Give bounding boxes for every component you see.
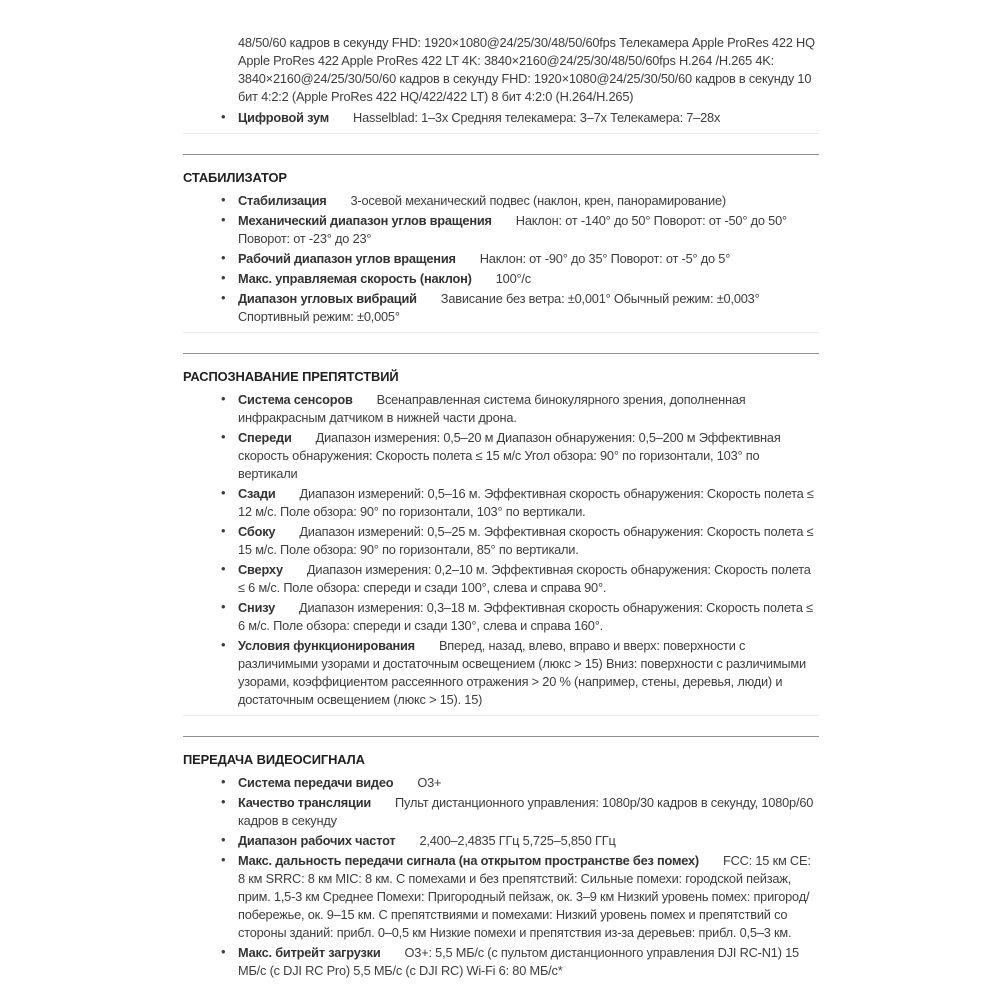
section-bottom-rule xyxy=(183,332,819,333)
section-title: РАСПОЗНАВАНИЕ ПРЕПЯТСТВИЙ xyxy=(183,369,399,384)
spec-item xyxy=(238,599,819,635)
spec-item xyxy=(238,270,819,288)
section-bottom-rule xyxy=(183,715,819,716)
spec-term: Сверху xyxy=(238,562,283,577)
spec-term: Рабочий диапазон углов вращения xyxy=(238,251,456,266)
spec-value: 100°/с xyxy=(495,271,531,286)
spec-value: Наклон: от -140° до 50° Поворот: от -50° до 50° Поворот: от -23° до 23° xyxy=(238,213,787,246)
spec-term: Снизу xyxy=(238,600,275,615)
spec-value: Диапазон измерений: 0,5–16 м. Эффективная скорость обнаружения: Скорость полета ≤ 12 м/с. Поле обзора: 90° по горизонтали, 103° по вертикали. xyxy=(238,486,814,519)
spec-value: FCC: 15 км CE: 8 км SRRC: 8 км MIC: 8 км. С помехами и без препятствий: Сильные помехи: городской пейзаж, прим. 1,5-3 км Среднее Помехи: Пригородный пейзаж, ок. 3–9 км Низкий уровень помех: пригород/побережье, ок. 9–15 км. С препятствиями и помехами: Низкий уровень помех и препятствий со стороны зданий: прибл. 0–0,5 км Низкие помехи и препятствия из-за деревьев: прибл. 0,5–3 км. xyxy=(238,853,811,940)
spec-value: Диапазон измерения: 0,3–18 м. Эффективная скорость обнаружения: Скорость полета ≤ 6 м/с. Поле обзора: спереди и сзади 130°, слева и справа 160°. xyxy=(238,600,813,633)
spec-term: Макс. дальность передачи сигнала (на открытом пространстве без помех) xyxy=(238,853,699,868)
spec-item xyxy=(238,774,819,792)
spec-term: Система сенсоров xyxy=(238,392,353,407)
spec-item xyxy=(238,109,819,127)
spec-list xyxy=(183,391,819,709)
spec-term: Макс. битрейт загрузки xyxy=(238,945,381,960)
spec-item xyxy=(238,637,819,709)
spec-value: Зависание без ветра: ±0,001° Обычный режим: ±0,003° Спортивный режим: ±0,005° xyxy=(238,291,760,324)
spec-term: Качество трансляции xyxy=(238,795,372,810)
spec-item xyxy=(238,523,819,559)
spec-item xyxy=(238,429,819,483)
spec-value: Диапазон измерения: 0,5–20 м Диапазон обнаружения: 0,5–200 м Эффективная скорость обнаружения: Скорость полета ≤ 15 м/с Угол обзора: 90° по горизонтали, 103° по вертикали xyxy=(238,430,781,481)
spec-term: Система передачи видео xyxy=(238,775,394,790)
spec-value: O3+ xyxy=(417,775,442,790)
spec-item xyxy=(238,832,819,850)
spec-item xyxy=(238,212,819,248)
spec-term: Цифровой зум xyxy=(238,110,330,125)
spec-item xyxy=(238,290,819,326)
spec-value: 2,400–2,4835 ГГц 5,725–5,850 ГГц xyxy=(419,833,616,848)
spec-value: Hasselblad: 1–3x Средняя телекамера: 3–7x Телекамера: 7–28x xyxy=(353,110,721,125)
spec-value: Наклон: от -90° до 35° Поворот: от -5° до 5° xyxy=(479,251,731,266)
intro-continuation-text: 48/50/60 кадров в секунду FHD: 1920×1080@24/25/30/48/50/60fps Телекамера Apple ProRes 422 HQ Apple ProRes 422 Apple ProRes 422 LT 4K: 3840×2160@24/25/30/48/50/60fps H.264 /H.265 4K: 3840×2160@24/25/30/50/60 кадров в секунду FHD: 1920×1080@24/25/30/50/60 кадров в секунду 10 бит 4:2:2 (Apple ProRes 422 HQ/422/422 LT) 8 бит 4:2:0 (H.264/H.265) xyxy=(238,35,815,104)
spec-term: Стабилизация xyxy=(238,193,327,208)
spec-term: Макс. управляемая скорость (наклон) xyxy=(238,271,472,286)
intro-bottom-rule xyxy=(183,133,819,134)
intro-block xyxy=(183,34,819,134)
spec-item xyxy=(238,852,819,942)
section-divider-rule xyxy=(183,353,819,354)
spec-list xyxy=(183,774,819,980)
spec-document xyxy=(183,34,819,982)
spec-item xyxy=(238,485,819,521)
spec-item xyxy=(238,944,819,980)
spec-term: Сбоку xyxy=(238,524,276,539)
spec-term: Условия функционирования xyxy=(238,638,415,653)
spec-list xyxy=(183,192,819,326)
section-divider-rule xyxy=(183,154,819,155)
section-divider-rule xyxy=(183,736,819,737)
spec-item xyxy=(238,250,819,268)
spec-term: Сзади xyxy=(238,486,276,501)
spec-item xyxy=(238,794,819,830)
sections xyxy=(183,154,819,980)
spec-value: 3-осевой механический подвес (наклон, крен, панорамирование) xyxy=(350,193,726,208)
spec-item xyxy=(238,561,819,597)
spec-term: Диапазон рабочих частот xyxy=(238,833,396,848)
section-title: СТАБИЛИЗАТОР xyxy=(183,170,287,185)
spec-term: Спереди xyxy=(238,430,292,445)
spec-item xyxy=(238,391,819,427)
spec-value: O3+: 5,5 МБ/с (с пультом дистанционного управления DJI RC-N1) 15 МБ/с (с DJI RC Pro) 5,5 МБ/с (с DJI RC) Wi-Fi 6: 80 МБ/с* xyxy=(238,945,799,978)
spec-value: Диапазон измерений: 0,5–25 м. Эффективная скорость обнаружения: Скорость полета ≤ 15 м/с. Поле обзора: 90° по горизонтали, 85° по вертикали. xyxy=(238,524,814,557)
spec-item xyxy=(238,192,819,210)
spec-value: Диапазон измерения: 0,2–10 м. Эффективная скорость обнаружения: Скорость полета ≤ 6 м/с. Поле обзора: спереди и сзади 100°, слева и справа 90°. xyxy=(238,562,811,595)
intro-spec-list xyxy=(183,109,819,127)
spec-section xyxy=(183,154,819,333)
spec-section xyxy=(183,353,819,716)
spec-term: Диапазон угловых вибраций xyxy=(238,291,417,306)
spec-value: Вперед, назад, влево, вправо и вверх: поверхности с различимыми узорами и достаточным освещением (люкс > 15) Вниз: поверхности с различимыми узорами, коэффициентом рассеянного отражения > 20 % (например, стены, деревья, люди) и достаточным освещением (люкс > 15). 15) xyxy=(238,638,806,707)
spec-term: Механический диапазон углов вращения xyxy=(238,213,492,228)
spec-value: Пульт дистанционного управления: 1080p/30 кадров в секунду, 1080p/60 кадров в секунду xyxy=(238,795,814,828)
spec-section xyxy=(183,736,819,980)
section-title: ПЕРЕДАЧА ВИДЕОСИГНАЛА xyxy=(183,752,365,767)
spec-value: Всенаправленная система бинокулярного зрения, дополненная инфракрасным датчиком в нижней части дрона. xyxy=(238,392,746,425)
